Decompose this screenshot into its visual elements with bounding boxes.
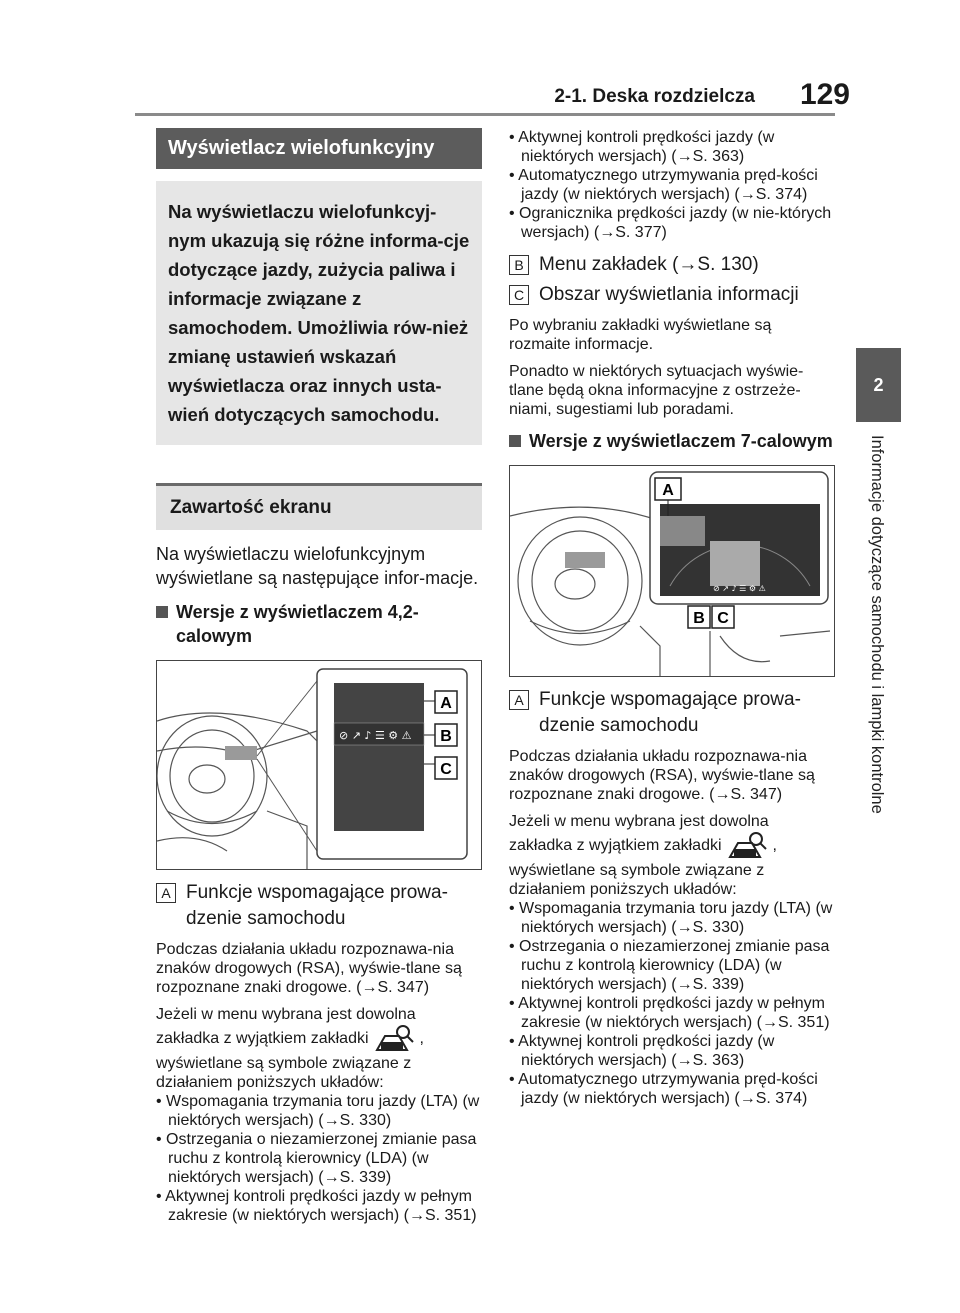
figure-label-c: C <box>717 610 729 627</box>
menu-text-3: , <box>772 837 777 855</box>
section-banner: Wyświetlacz wielofunkcyjny <box>156 128 482 169</box>
figure-label-b: B <box>693 610 705 627</box>
list-item: • Aktywnej kontroli prędkości jazdy w pełnym zakresie (w niektórych wersjach) (→S. 351) <box>509 994 835 1032</box>
paragraph-menu <box>156 1005 482 1092</box>
svg-text:⊘ ↗ ♪ ☰ ⚙ ⚠: ⊘ ↗ ♪ ☰ ⚙ ⚠ <box>339 729 412 742</box>
page-header <box>0 78 960 118</box>
label-letter: A <box>509 690 529 710</box>
list-item: • Automatycznego utrzymywania pręd-kości jazdy (w niektórych wersjach) (→S. 374) <box>509 1070 835 1108</box>
chapter-side-title: Informacje dotyczące samochodu i lampki kontrolne <box>868 435 886 814</box>
label-letter: C <box>509 285 529 305</box>
label-a-row <box>509 687 835 739</box>
menu-text-2: zakładka z wyjątkiem zakładki <box>156 1030 369 1048</box>
svg-text:⊘ ↗ ♪ ☰ ⚙ ⚠: ⊘ ↗ ♪ ☰ ⚙ ⚠ <box>713 584 766 593</box>
list-item: • Aktywnej kontroli prędkości jazdy w pełnym zakresie (w niektórych wersjach) (→S. 351) <box>156 1187 482 1225</box>
intro-box: Na wyświetlaczu wielofunkcyj-nym ukazują się różne informa-cje dotyczące jazdy, zużycia paliwa i informacje związane z samochodem. Umożliwia rów-nież zmianę ustawień wskazań wyświetlacza oraz innych usta-wień dotyczących samochodu. <box>156 181 482 445</box>
dashboard-illustration <box>510 466 834 676</box>
label-a-text: Funkcje wspomagające prowa-dzenie samochodu <box>539 689 801 736</box>
square-bullet-icon <box>156 606 168 618</box>
label-letter: A <box>156 883 176 903</box>
menu-text-1: Jeżeli w menu wybrana jest dowolna <box>509 813 769 830</box>
square-bullet-icon <box>509 435 521 447</box>
display-figure-4-2 <box>156 660 482 870</box>
chapter-title: 2-1. Deska rozdzielcza <box>554 86 755 107</box>
label-c-row <box>509 282 835 308</box>
display-screen <box>334 683 424 831</box>
version-heading <box>156 600 482 648</box>
list-item: • Wspomagania trzymania toru jazdy (LTA) (w niektórych wersjach) (→S. 330) <box>156 1092 482 1130</box>
driving-assist-tab-icon <box>726 831 768 861</box>
label-b-text: Menu zakładek (→S. 130) <box>539 254 759 275</box>
menu-text-1: Jeżeli w menu wybrana jest dowolna <box>156 1006 416 1023</box>
systems-list-continued <box>509 128 835 242</box>
version-heading-text: Wersje z wyświetlaczem 4,2-calowym <box>176 602 419 646</box>
menu-text-4: wyświetlane są symbole związane z działaniem poniższych układów: <box>509 862 765 898</box>
left-column <box>156 128 482 1225</box>
menu-text-2: zakładka z wyjątkiem zakładki <box>509 837 722 855</box>
paragraph-menu <box>509 812 835 899</box>
systems-list <box>509 899 835 1108</box>
chapter-tab: 2 <box>856 348 901 422</box>
label-a-text: Funkcje wspomagające prowa-dzenie samochodu <box>186 882 448 929</box>
paragraph: Ponadto w niektórych sytuacjach wyświe-tlane będą okna informacyjne z ostrzeże-niami, sugestiami lub poradami. <box>509 363 804 418</box>
label-letter: B <box>509 255 529 275</box>
list-item: • Automatycznego utrzymywania pręd-kości jazdy (w niektórych wersjach) (→S. 374) <box>509 166 835 204</box>
list-item: • Wspomagania trzymania toru jazdy (LTA) (w niektórych wersjach) (→S. 330) <box>509 899 835 937</box>
label-a-row <box>156 880 482 932</box>
right-column <box>509 128 835 1108</box>
paragraph: Po wybraniu zakładki wyświetlane są rozmaite informacje. <box>509 317 772 353</box>
paragraph-rsa: Podczas działania układu rozpoznawa-nia znaków drogowych (RSA), wyświe-tlane są rozpoznane znaki drogowe. (→S. 347) <box>509 748 815 803</box>
figure-label-a: A <box>662 482 674 499</box>
page-number: 129 <box>799 78 850 111</box>
driving-assist-tab-icon <box>373 1024 415 1054</box>
paragraph-rsa: Podczas działania układu rozpoznawa-nia znaków drogowych (RSA), wyświe-tlane są rozpoznane znaki drogowe. (→S. 347) <box>156 941 462 996</box>
display-figure-7 <box>509 465 835 677</box>
figure-label-c: C <box>440 761 452 778</box>
label-b-row <box>509 252 835 278</box>
version-heading <box>509 429 835 453</box>
subsection-banner: Zawartość ekranu <box>156 483 482 530</box>
label-c-text: Obszar wyświetlania informacji <box>539 284 799 305</box>
list-item: • Aktywnej kontroli prędkości jazdy (w niektórych wersjach) (→S. 363) <box>509 1032 835 1070</box>
figure-label-a: A <box>440 695 452 712</box>
header-divider <box>135 113 835 116</box>
list-item: • Ostrzegania o niezamierzonej zmianie pasa ruchu z kontrolą kierownicy (LDA) (w niektórych wersjach) (→S. 339) <box>156 1130 482 1187</box>
list-item: • Ogranicznika prędkości jazdy (w nie-których wersjach) (→S. 377) <box>509 204 835 242</box>
list-item: • Ostrzegania o niezamierzonej zmianie pasa ruchu z kontrolą kierownicy (LDA) (w niektórych wersjach) (→S. 339) <box>509 937 835 994</box>
menu-text-4: wyświetlane są symbole związane z działaniem poniższych układów: <box>156 1055 412 1091</box>
systems-list <box>156 1092 482 1225</box>
menu-text-3: , <box>419 1030 424 1048</box>
version-heading-text: Wersje z wyświetlaczem 7-calowym <box>529 431 833 451</box>
dashboard-illustration <box>157 661 481 869</box>
list-item: • Aktywnej kontroli prędkości jazdy (w niektórych wersjach) (→S. 363) <box>509 128 835 166</box>
figure-label-b: B <box>440 728 452 745</box>
paragraph: Na wyświetlaczu wielofunkcyjnym wyświetlane są następujące infor-macje. <box>156 544 479 588</box>
